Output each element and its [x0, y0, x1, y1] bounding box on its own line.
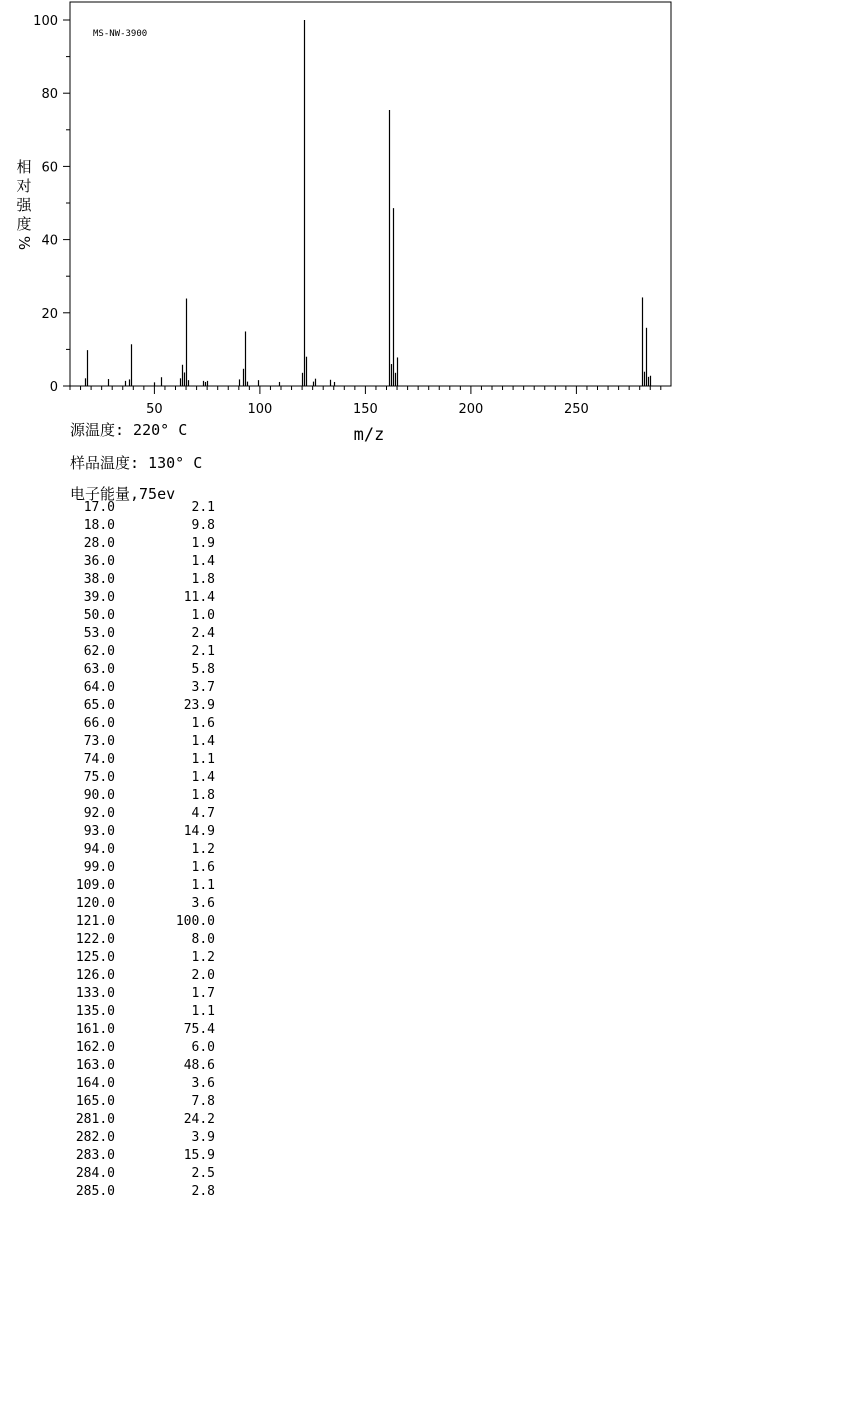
- peak-intensity-value: 1.4: [191, 554, 215, 569]
- peak-intensity-value: 23.9: [183, 698, 215, 713]
- peak-mz-value: 281.0: [75, 1112, 115, 1127]
- table-row: [60, 877, 220, 895]
- table-row: [60, 535, 220, 553]
- peak-mz-value: 285.0: [75, 1184, 115, 1199]
- y-tick-label: 60: [41, 160, 58, 176]
- table-row: [60, 553, 220, 571]
- peak-intensity-value: 24.2: [183, 1112, 215, 1127]
- spectrum-id-label: MS-NW-3900: [93, 29, 148, 39]
- table-row: [60, 1129, 220, 1147]
- peak-intensity-value: 3.9: [191, 1130, 215, 1145]
- peak-mz-value: 161.0: [75, 1022, 115, 1037]
- peak-mz-value: 94.0: [83, 842, 115, 857]
- peak-intensity-value: 1.9: [191, 536, 215, 551]
- peak-intensity-value: 14.9: [183, 824, 215, 839]
- table-row: [60, 967, 220, 985]
- table-row: [60, 949, 220, 967]
- peak-mz-value: 65.0: [83, 698, 115, 713]
- sample-temperature: 样品温度: 130° C: [70, 454, 203, 472]
- electron-energy: 电子能量,75ev: [70, 485, 176, 503]
- x-tick-label: 100: [247, 402, 273, 417]
- peak-intensity-value: 2.1: [191, 644, 215, 659]
- table-row: [60, 787, 220, 805]
- table-row: [60, 1165, 220, 1183]
- peak-intensity-value: 9.8: [191, 518, 215, 533]
- table-row: [60, 913, 220, 931]
- peak-mz-value: 163.0: [75, 1058, 115, 1073]
- peak-mz-value: 135.0: [75, 1004, 115, 1019]
- table-row: [60, 715, 220, 733]
- peak-mz-value: 282.0: [75, 1130, 115, 1145]
- table-row: [60, 823, 220, 841]
- peak-mz-value: 74.0: [83, 752, 115, 767]
- peak-intensity-value: 1.4: [191, 770, 215, 785]
- y-axis-label-char: 相: [16, 158, 32, 176]
- y-axis-label-char: 对: [16, 177, 32, 195]
- table-row: [60, 985, 220, 1003]
- plot-frame: [70, 2, 671, 386]
- peak-mz-value: 121.0: [75, 914, 115, 929]
- table-row: [60, 1093, 220, 1111]
- peak-intensity-value: 7.8: [191, 1094, 215, 1109]
- y-tick-label: 20: [41, 306, 58, 322]
- table-row: [60, 1039, 220, 1057]
- peak-intensity-value: 1.8: [191, 572, 215, 587]
- peak-intensity-value: 48.6: [183, 1058, 215, 1073]
- peak-intensity-value: 11.4: [183, 590, 215, 605]
- peak-mz-value: 36.0: [83, 554, 115, 569]
- table-row: [60, 1111, 220, 1129]
- peak-intensity-value: 8.0: [191, 932, 215, 947]
- peak-mz-value: 109.0: [75, 878, 115, 893]
- peak-intensity-value: 2.1: [191, 500, 215, 515]
- peak-mz-value: 125.0: [75, 950, 115, 965]
- table-row: [60, 625, 220, 643]
- peak-table: [60, 499, 220, 1201]
- peak-mz-value: 39.0: [83, 590, 115, 605]
- peak-intensity-value: 1.2: [191, 950, 215, 965]
- peak-intensity-value: 75.4: [183, 1022, 215, 1037]
- peak-intensity-value: 1.7: [191, 986, 215, 1001]
- table-row: [60, 733, 220, 751]
- peak-mz-value: 73.0: [83, 734, 115, 749]
- spectrum-peaks: [86, 20, 651, 386]
- peak-mz-value: 50.0: [83, 608, 115, 623]
- peak-intensity-value: 2.0: [191, 968, 215, 983]
- peak-mz-value: 75.0: [83, 770, 115, 785]
- table-row: [60, 1003, 220, 1021]
- peak-intensity-value: 3.6: [191, 896, 215, 911]
- table-row: [60, 751, 220, 769]
- table-row: [60, 643, 220, 661]
- peak-intensity-value: 1.1: [191, 1004, 215, 1019]
- peak-intensity-value: 1.1: [191, 878, 215, 893]
- table-row: [60, 805, 220, 823]
- peak-mz-value: 126.0: [75, 968, 115, 983]
- peak-mz-value: 283.0: [75, 1148, 115, 1163]
- peak-intensity-value: 3.7: [191, 680, 215, 695]
- peak-mz-value: 66.0: [83, 716, 115, 731]
- peak-intensity-value: 2.4: [191, 626, 215, 641]
- table-row: [60, 1075, 220, 1093]
- peak-intensity-value: 1.6: [191, 860, 215, 875]
- table-row: [60, 1057, 220, 1075]
- peak-mz-value: 38.0: [83, 572, 115, 587]
- table-row: [60, 499, 220, 517]
- peak-mz-value: 90.0: [83, 788, 115, 803]
- source-temperature: 源温度: 220° C: [70, 421, 188, 439]
- peak-mz-value: 120.0: [75, 896, 115, 911]
- peak-mz-value: 284.0: [75, 1166, 115, 1181]
- table-row: [60, 1021, 220, 1039]
- peak-mz-value: 18.0: [83, 518, 115, 533]
- table-row: [60, 571, 220, 589]
- peak-intensity-value: 1.1: [191, 752, 215, 767]
- peak-intensity-value: 2.8: [191, 1184, 215, 1199]
- table-row: [60, 841, 220, 859]
- peak-mz-value: 133.0: [75, 986, 115, 1001]
- peak-mz-value: 164.0: [75, 1076, 115, 1091]
- peak-intensity-value: 4.7: [191, 806, 215, 821]
- y-tick-label: 0: [49, 380, 58, 395]
- table-row: [60, 1183, 220, 1201]
- table-row: [60, 895, 220, 913]
- peak-mz-value: 17.0: [83, 500, 115, 515]
- y-tick-label: 80: [41, 87, 58, 103]
- y-axis-label: [15, 158, 33, 250]
- peak-intensity-value: 2.5: [191, 1166, 215, 1181]
- peak-mz-value: 64.0: [83, 680, 115, 695]
- y-axis-label-char: 强: [16, 196, 32, 214]
- table-row: [60, 1147, 220, 1165]
- peak-intensity-value: 3.6: [191, 1076, 215, 1091]
- y-tick-label: 40: [41, 233, 58, 249]
- table-row: [60, 931, 220, 949]
- peak-intensity-value: 1.6: [191, 716, 215, 731]
- y-tick-label: 100: [33, 14, 58, 29]
- peak-mz-value: 99.0: [83, 860, 115, 875]
- peak-intensity-value: 1.8: [191, 788, 215, 803]
- peak-mz-value: 165.0: [75, 1094, 115, 1109]
- table-row: [60, 679, 220, 697]
- peak-mz-value: 28.0: [83, 536, 115, 551]
- peak-mz-value: 93.0: [83, 824, 115, 839]
- x-axis-label: m/z: [353, 425, 385, 445]
- x-tick-label: 50: [146, 402, 163, 417]
- peak-mz-value: 53.0: [83, 626, 115, 641]
- peak-mz-value: 122.0: [75, 932, 115, 947]
- y-axis-label-char: 度: [16, 215, 32, 233]
- peak-intensity-value: 100.0: [175, 914, 215, 929]
- table-row: [60, 607, 220, 625]
- x-tick-label: 200: [458, 402, 484, 417]
- peak-mz-value: 92.0: [83, 806, 115, 821]
- table-row: [60, 517, 220, 535]
- peak-mz-value: 162.0: [75, 1040, 115, 1055]
- x-tick-label: 150: [352, 402, 378, 417]
- mass-spectrum-chart: [0, 0, 850, 450]
- y-axis-label-char: %: [15, 235, 33, 251]
- table-row: [60, 589, 220, 607]
- axes: [33, 2, 671, 417]
- table-row: [60, 859, 220, 877]
- peak-intensity-value: 15.9: [183, 1148, 215, 1163]
- table-row: [60, 769, 220, 787]
- x-tick-label: 250: [563, 402, 589, 417]
- peak-intensity-value: 1.0: [191, 608, 215, 623]
- peak-intensity-value: 1.4: [191, 734, 215, 749]
- peak-intensity-value: 5.8: [191, 662, 215, 677]
- table-row: [60, 697, 220, 715]
- peak-mz-value: 63.0: [83, 662, 115, 677]
- peak-mz-value: 62.0: [83, 644, 115, 659]
- peak-intensity-value: 6.0: [191, 1040, 215, 1055]
- table-row: [60, 661, 220, 679]
- peak-intensity-value: 1.2: [191, 842, 215, 857]
